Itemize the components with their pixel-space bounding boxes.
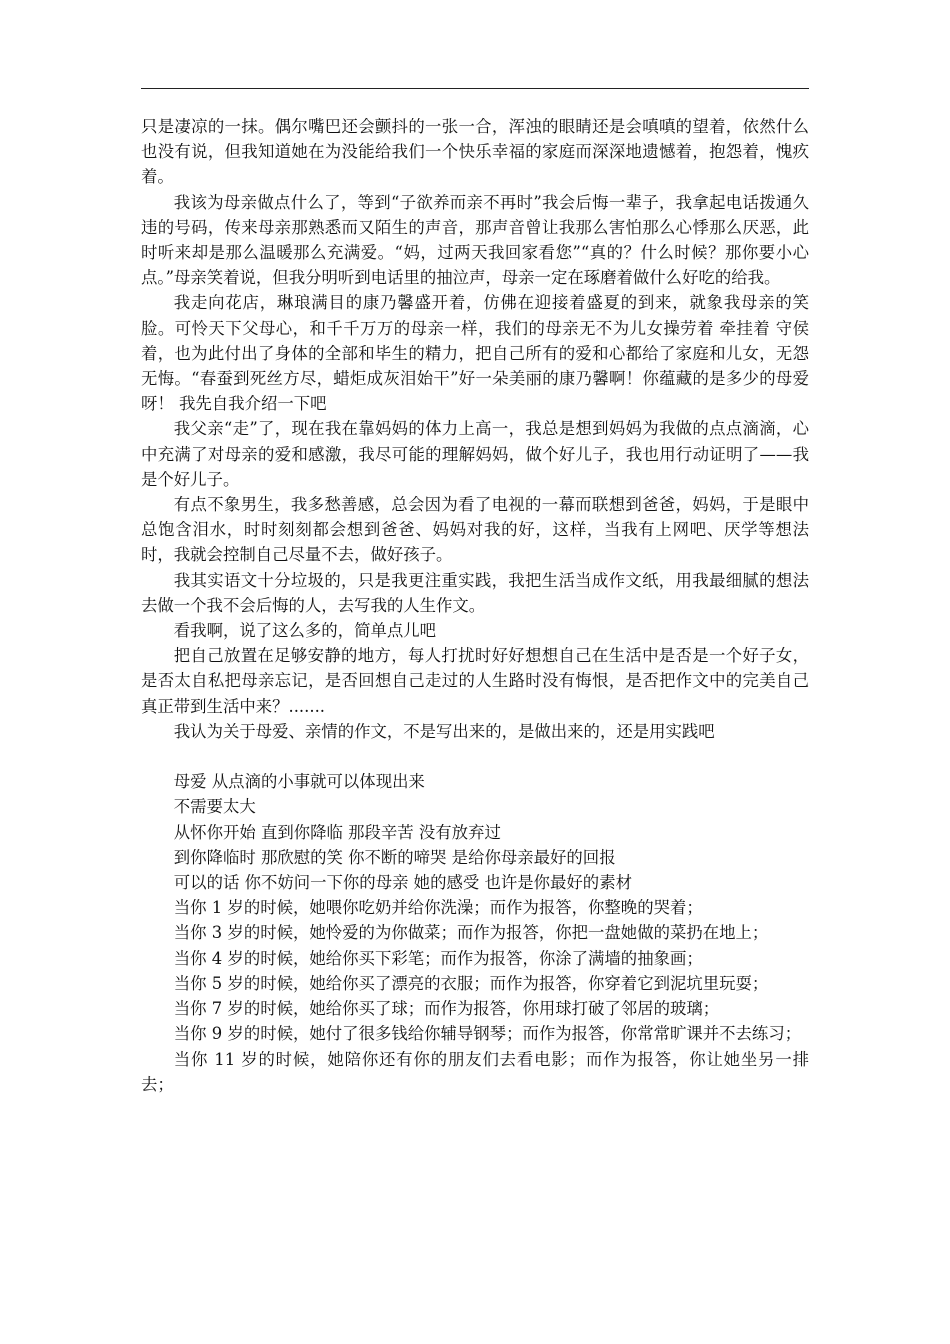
- paragraph-7: 看我啊，说了这么多的，简单点儿吧: [173, 621, 437, 641]
- paragraph-8: 把自己放置在足够安静的地方，每人打扰时好好想想自己在生活中是否是一个好子女，是否太自私把母亲忘记，是否回想自己走过的人生路时没有悔恨，是否把作文中的完美自己真正带到生活中来？.......: [141, 646, 809, 716]
- paragraph-19: 当你 5 岁的时候，她给你买了漂亮的衣服；而作为报答，你穿着它到泥坑里玩耍；: [173, 973, 769, 993]
- paragraph-18: 当你 4 岁的时候，她给你买下彩笔；而作为报答，你涂了满墙的抽象画；: [173, 948, 703, 968]
- paragraph-4: 我父亲“走”了，现在我在靠妈妈的体力上高一，我总是想到妈妈为我做的点点滴滴，心中充满了对母亲的爱和感激，我尽可能的理解妈妈，做个好儿子，我也用行动证明了——我是个好儿子。: [141, 419, 809, 489]
- paragraph-3: 我走向花店，琳琅满目的康乃馨盛开着，仿佛在迎接着盛夏的到来，就象我母亲的笑脸。可怜天下父母心，和千千万万的母亲一样，我们的母亲无不为儿女操劳着 牵挂着 守侯着，也为此付出了身体的全部和毕生的精力，把自己所有的爱和心都给了家庭和儿女，无怨无悔。“春蚕到死丝方尽，蜡炬成灰泪始干”好一朵美丽的康乃馨啊！你蕴藏的是多少的母爱呀！ 我先自我介绍一下吧: [141, 293, 809, 414]
- paragraph-5: 有点不象男生，我多愁善感，总会因为看了电视的一幕而联想到爸爸，妈妈，于是眼中总饱含泪水，时时刻刻都会想到爸爸、妈妈对我的好，这样，当我有上网吧、厌学等想法时，我就会控制自己尽量不去，做好孩子。: [141, 495, 809, 565]
- paragraph-14: 到你降临时 那欣慰的笑 你不断的啼哭 是给你母亲最好的回报: [173, 847, 616, 867]
- paragraph-12: 不需要太大: [173, 797, 256, 817]
- paragraph-11: 母爱 从点滴的小事就可以体现出来: [173, 772, 425, 792]
- paragraph-6: 我其实语文十分垃圾的，只是我更注重实践，我把生活当成作文纸，用我最细腻的想法去做一个我不会后悔的人，去写我的人生作文。: [141, 570, 809, 615]
- paragraph-1: 只是凄凉的一抹。偶尔嘴巴还会颤抖的一张一合，浑浊的眼睛还是会嗔嗔的望着，依然什么也没有说，但我知道她在为没能给我们一个快乐幸福的家庭而深深地遗憾着，抱怨着，愧疚着。: [141, 117, 809, 187]
- document-body: [141, 114, 809, 1097]
- paragraph-22: 当你 11 岁的时候，她陪你还有你的朋友们去看电影；而作为报答，你让她坐另一排去；: [141, 1049, 809, 1094]
- paragraph-16: 当你 1 岁的时候，她喂你吃奶并给你洗澡；而作为报答，你整晚的哭着；: [173, 898, 703, 918]
- paragraph-2: 我该为母亲做点什么了，等到“子欲养而亲不再时”我会后悔一辈子，我拿起电话拨通久违的号码，传来母亲那熟悉而又陌生的声音，那声音曾让我那么害怕那么心悸那么厌恶，此时听来却是那么温暖那么充满爱。“妈，过两天我回家看您”“真的？什么时候？那你要小心点。”母亲笑着说，但我分明听到电话里的抽泣声，母亲一定在琢磨着做什么好吃的给我。: [141, 192, 809, 288]
- blank-line: [141, 744, 809, 769]
- paragraph-17: 当你 3 岁的时候，她怜爱的为你做菜；而作为报答，你把一盘她做的菜扔在地上；: [173, 923, 769, 943]
- paragraph-20: 当你 7 岁的时候，她给你买了球；而作为报答，你用球打破了邻居的玻璃；: [173, 999, 720, 1019]
- paragraph-15: 可以的话 你不妨问一下你的母亲 她的感受 也许是你最好的素材: [173, 873, 632, 893]
- paragraph-21: 当你 9 岁的时候，她付了很多钱给你辅导钢琴；而作为报答，你常常旷课并不去练习；: [173, 1024, 802, 1044]
- paragraph-13: 从怀你开始 直到你降临 那段辛苦 没有放弃过: [173, 822, 501, 842]
- paragraph-9: 我认为关于母爱、亲情的作文，不是写出来的，是做出来的，还是用实践吧: [173, 721, 715, 741]
- header-rule: [141, 88, 809, 89]
